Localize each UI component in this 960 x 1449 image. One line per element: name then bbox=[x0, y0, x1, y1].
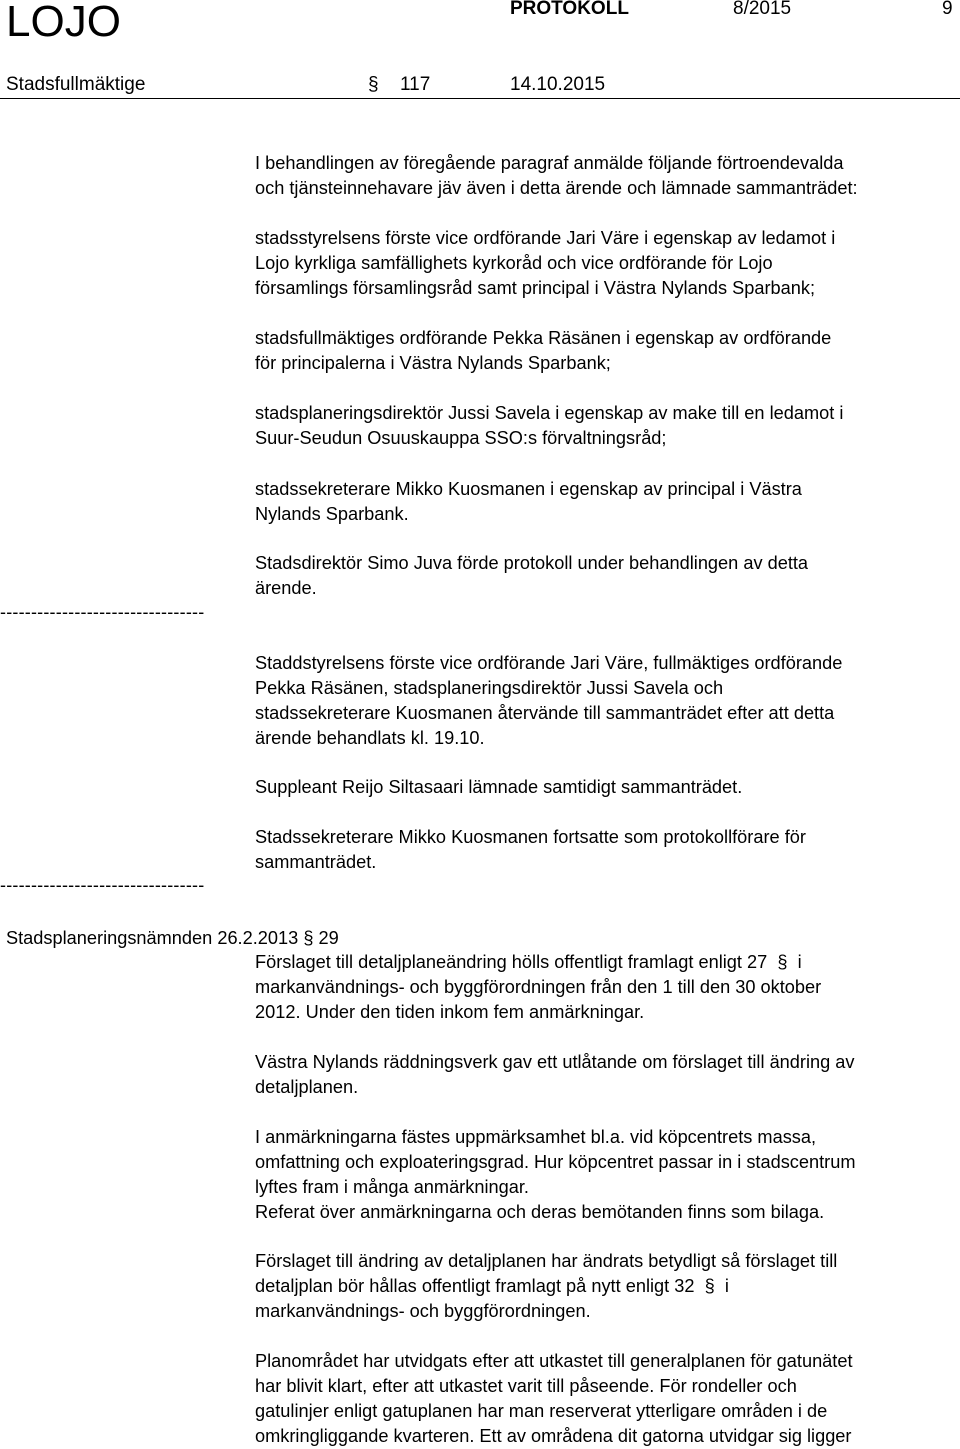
text-line: markanvändnings- och byggförordningen från den 1 till den 30 oktober bbox=[255, 977, 822, 997]
paragraph-jari-vare bbox=[255, 226, 955, 301]
document-type: PROTOKOLL bbox=[510, 0, 629, 19]
text-line: detaljplanen. bbox=[255, 1077, 359, 1097]
separator-line: --------------------------------- bbox=[0, 875, 205, 895]
page-number: 9 bbox=[942, 0, 953, 19]
text-line: I anmärkningarna fästes uppmärksamhet bl.a. vid köpcentrets massa, bbox=[255, 1127, 817, 1147]
text-line: I behandlingen av föregående paragraf anmälde följande förtroendevalda bbox=[255, 153, 844, 173]
text-line-part: i bbox=[797, 952, 802, 972]
text-line: Västra Nylands räddningsverk gav ett utlåtande om förslaget till ändring av bbox=[255, 1052, 855, 1072]
paragraph-public-display bbox=[255, 950, 955, 1025]
section-number: 117 bbox=[400, 74, 431, 95]
text-line: markanvändnings- och byggförordningen. bbox=[255, 1301, 591, 1321]
paragraph-returned bbox=[255, 651, 955, 751]
paragraph-plan-area bbox=[255, 1349, 955, 1449]
paragraph-siltasaari bbox=[255, 775, 955, 800]
section-heading bbox=[6, 926, 339, 951]
text-line: Staddstyrelsens förste vice ordförande Jari Väre, fullmäktiges ordförande bbox=[255, 653, 843, 673]
text-line: stadssekreterare Kuosmanen återvände till sammanträdet efter att detta bbox=[255, 703, 835, 723]
text-line-part: Förslaget till detaljplaneändring hölls offentligt framlagt enligt 27 bbox=[255, 952, 768, 972]
section-sign-icon: § bbox=[368, 74, 379, 95]
header-divider bbox=[0, 98, 960, 99]
text-line: Suur-Seudun Osuuskauppa SSO:s förvaltningsråd; bbox=[255, 428, 667, 448]
text-line bbox=[255, 1249, 955, 1274]
text-line: för principalerna i Västra Nylands Sparbank; bbox=[255, 353, 611, 373]
text-line: Stadssekreterare Mikko Kuosmanen fortsatte som protokollförare för bbox=[255, 827, 806, 847]
text-line: har blivit klart, efter att utkastet varit till påseende. För rondeller och bbox=[255, 1376, 797, 1396]
separator-line: --------------------------------- bbox=[0, 602, 205, 622]
text-line-part: detaljplan bör hållas offentligt framlagt på nytt enligt 32 bbox=[255, 1276, 695, 1296]
text-line: 2012. Under den tiden inkom fem anmärkningar. bbox=[255, 1002, 645, 1022]
paragraph-remarks bbox=[255, 1125, 955, 1225]
municipality-logo: LOJO bbox=[6, 0, 121, 46]
text-line: Lojo kyrkliga samfällighets kyrkoråd och vice ordförande för Lojo bbox=[255, 253, 773, 273]
paragraph-mikko-kuosmanen bbox=[255, 477, 955, 527]
text-line: församlings församlingsråd samt principal i Västra Nylands Sparbank; bbox=[255, 278, 816, 298]
text-line: gatulinjer enligt gatuplanen har man reserverat ytterligare områden i de bbox=[255, 1401, 828, 1421]
paragraph-intro bbox=[255, 151, 955, 201]
text-line: stadsfullmäktiges ordförande Pekka Räsänen i egenskap av ordförande bbox=[255, 328, 832, 348]
text-line-part: i bbox=[724, 1276, 729, 1296]
text-line: stadssekreterare Mikko Kuosmanen i egenskap av principal i Västra bbox=[255, 479, 802, 499]
text-line bbox=[255, 950, 955, 975]
text-line: Planområdet har utvidgats efter att utkastet till generalplanen för gatunätet bbox=[255, 1351, 853, 1371]
text-line: Suppleant Reijo Siltasaari lämnade samtidigt sammanträdet. bbox=[255, 777, 743, 797]
meeting-body: Stadsfullmäktige bbox=[6, 74, 146, 95]
paragraph-jussi-savela bbox=[255, 401, 955, 451]
text-line: ärende. bbox=[255, 578, 317, 598]
meeting-date: 14.10.2015 bbox=[510, 74, 606, 95]
section-sign-icon: § bbox=[704, 1276, 715, 1296]
section-heading-number: 29 bbox=[318, 928, 339, 948]
document-number: 8/2015 bbox=[733, 0, 792, 19]
paragraph-protocol-keeper bbox=[255, 825, 955, 875]
text-line: och tjänsteinnehavare jäv även i detta ärende och lämnade sammanträdet: bbox=[255, 178, 858, 198]
paragraph-proposal-changed bbox=[255, 1249, 955, 1324]
text-line: Nylands Sparbank. bbox=[255, 504, 409, 524]
text-line: Referat över anmärkningarna och deras bemötanden finns som bilaga. bbox=[255, 1202, 825, 1222]
paragraph-pekka-rasanen bbox=[255, 326, 955, 376]
text-line: omkringliggande kvarteren. Ett av områdena dit gatorna utvidgar sig ligger bbox=[255, 1426, 852, 1446]
text-line: stadsplaneringsdirektör Jussi Savela i egenskap av make till en ledamot i bbox=[255, 403, 844, 423]
text-line-part: Förslaget till ändring av detaljplanen har ändrats betydligt så förslaget till bbox=[255, 1251, 838, 1271]
text-line: lyftes fram i många anmärkningar. bbox=[255, 1177, 529, 1197]
section-sign-icon: § bbox=[303, 928, 314, 948]
text-line: ärende behandlats kl. 19.10. bbox=[255, 728, 485, 748]
text-line: Pekka Räsänen, stadsplaneringsdirektör Jussi Savela och bbox=[255, 678, 724, 698]
paragraph-simo-juva bbox=[255, 551, 955, 601]
section-title: Stadsplaneringsnämnden 26.2.2013 bbox=[6, 928, 299, 948]
section-sign-icon: § bbox=[777, 952, 788, 972]
paragraph-rescue-service bbox=[255, 1050, 955, 1100]
text-line: sammanträdet. bbox=[255, 852, 377, 872]
text-line: stadsstyrelsens förste vice ordförande Jari Väre i egenskap av ledamot i bbox=[255, 228, 836, 248]
text-line bbox=[255, 1274, 955, 1299]
text-line: Stadsdirektör Simo Juva förde protokoll under behandlingen av detta bbox=[255, 553, 809, 573]
text-line: omfattning och exploateringsgrad. Hur köpcentret passar in i stadscentrum bbox=[255, 1152, 856, 1172]
